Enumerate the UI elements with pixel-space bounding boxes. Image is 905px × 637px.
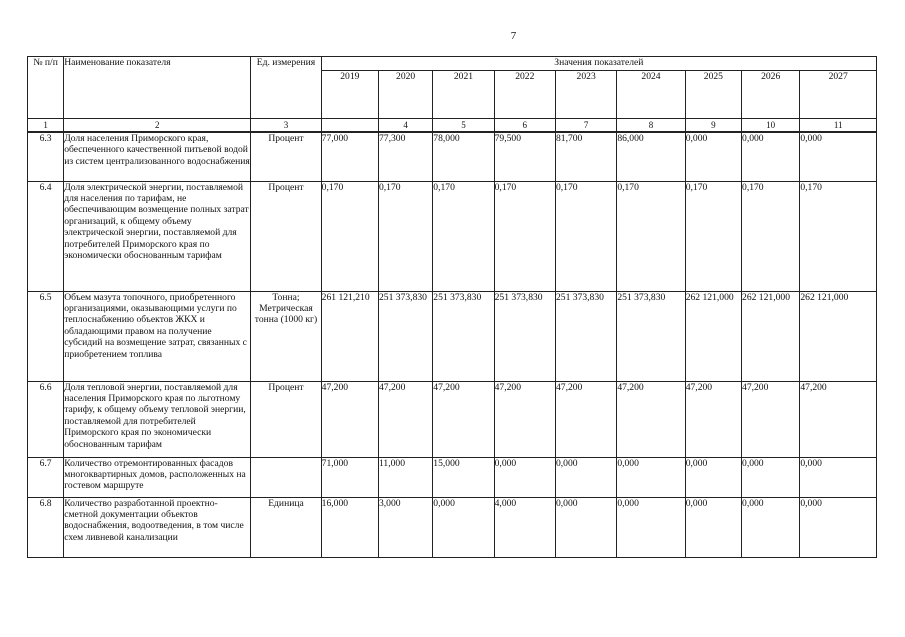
indicator-value: 0,000: [685, 132, 741, 181]
unit-of-measure: Процент: [251, 181, 321, 291]
indicator-value: 251 373,830: [555, 291, 616, 381]
column-number: 2: [64, 119, 251, 133]
header-year: 2027: [800, 71, 877, 119]
row-number: 6.5: [28, 291, 64, 381]
column-number-empty: [321, 119, 378, 133]
table-row: [28, 381, 877, 457]
header-year: 2026: [742, 71, 800, 119]
column-number: 6: [494, 119, 555, 133]
indicator-value: 79,500: [494, 132, 555, 181]
indicator-value: 0,000: [433, 497, 494, 557]
indicator-value: 81,700: [555, 132, 616, 181]
table-row: [28, 457, 877, 497]
row-number: 6.3: [28, 132, 64, 181]
column-number: 3: [251, 119, 321, 133]
indicator-value: 251 373,830: [378, 291, 432, 381]
indicator-value: 0,000: [494, 457, 555, 497]
indicator-value: 261 121,210: [321, 291, 378, 381]
indicator-value: 0,000: [800, 497, 877, 557]
header-year: 2024: [617, 71, 685, 119]
indicator-value: 0,170: [433, 181, 494, 291]
indicator-value: 0,000: [555, 457, 616, 497]
row-number: 6.4: [28, 181, 64, 291]
indicator-name: Доля электрической энергии, поставляемой для населения по тарифам, не обеспечивающим возмещение полных затрат организаций, к общему объему электрической энергии, поставляемой для потребителей Приморского края по экономически обоснованным тарифам: [64, 181, 251, 291]
unit-of-measure: Процент: [251, 132, 321, 181]
indicator-value: 251 373,830: [494, 291, 555, 381]
indicator-value: 47,200: [685, 381, 741, 457]
indicator-value: 0,000: [742, 457, 800, 497]
indicator-value: 47,200: [742, 381, 800, 457]
indicator-name: Доля населения Приморского края, обеспеченного качественной питьевой водой из систем централизованного водоснабжения: [64, 132, 251, 181]
indicator-value: 0,170: [800, 181, 877, 291]
indicator-value: 0,170: [742, 181, 800, 291]
indicator-value: 47,200: [433, 381, 494, 457]
indicator-value: 0,170: [321, 181, 378, 291]
column-number: 5: [433, 119, 494, 133]
header-name: Наименование показателя: [64, 57, 251, 119]
column-number: 7: [555, 119, 616, 133]
indicator-value: 0,000: [800, 457, 877, 497]
indicator-value: 0,000: [742, 132, 800, 181]
column-number: 10: [742, 119, 800, 133]
header-values-group: Значения показателей: [321, 57, 876, 71]
table-row: [28, 497, 877, 557]
indicator-value: 251 373,830: [433, 291, 494, 381]
unit-of-measure: Единица: [251, 497, 321, 557]
indicator-value: 0,000: [555, 497, 616, 557]
table-row: [28, 181, 877, 291]
row-number: 6.7: [28, 457, 64, 497]
indicator-name: Количество отремонтированных фасадов многоквартирных домов, расположенных на гостевом маршруте: [64, 457, 251, 497]
indicator-value: 0,000: [685, 497, 741, 557]
indicator-value: 251 373,830: [617, 291, 685, 381]
indicator-name: Количество разработанной проектно-сметной документации объектов водоснабжения, водоотведения, в том числе схем ливневой канализации: [64, 497, 251, 557]
unit-of-measure: Процент: [251, 381, 321, 457]
table-row: [28, 132, 877, 181]
indicator-value: 3,000: [378, 497, 432, 557]
indicator-value: 0,000: [685, 457, 741, 497]
column-number: 9: [685, 119, 741, 133]
indicator-value: 0,000: [617, 457, 685, 497]
indicator-value: 47,200: [378, 381, 432, 457]
indicator-value: 47,200: [800, 381, 877, 457]
unit-of-measure: [251, 457, 321, 497]
unit-of-measure: Тонна; Метрическая тонна (1000 кг): [251, 291, 321, 381]
column-number: 4: [378, 119, 432, 133]
indicator-value: 4,000: [494, 497, 555, 557]
column-number: 11: [800, 119, 877, 133]
header-no: № п/п: [28, 57, 64, 119]
indicator-value: 77,000: [321, 132, 378, 181]
indicator-value: 47,200: [494, 381, 555, 457]
indicator-value: 0,000: [742, 497, 800, 557]
indicator-value: 0,170: [617, 181, 685, 291]
indicator-value: 0,170: [494, 181, 555, 291]
indicator-value: 77,300: [378, 132, 432, 181]
header-year: 2023: [555, 71, 616, 119]
table-row: [28, 291, 877, 381]
indicator-value: 262 121,000: [800, 291, 877, 381]
indicator-value: 15,000: [433, 457, 494, 497]
indicator-value: 262 121,000: [685, 291, 741, 381]
indicator-value: 0,170: [378, 181, 432, 291]
table-body: [28, 132, 877, 557]
indicator-value: 47,200: [617, 381, 685, 457]
indicator-value: 0,170: [555, 181, 616, 291]
header-year: 2021: [433, 71, 494, 119]
indicator-value: 47,200: [321, 381, 378, 457]
indicator-name: Объем мазута топочного, приобретенного организациями, оказывающими услуги по теплоснабжению объектов ЖКХ и обладающими правом на получение субсидий на возмещение затрат, связанных с приобретением топлива: [64, 291, 251, 381]
indicator-value: 11,000: [378, 457, 432, 497]
header-unit: Ед. измерения: [251, 57, 321, 119]
indicator-value: 78,000: [433, 132, 494, 181]
indicator-value: 47,200: [555, 381, 616, 457]
header-year: 2020: [378, 71, 432, 119]
page-number: 7: [510, 30, 517, 42]
indicator-value: 0,000: [800, 132, 877, 181]
indicator-value: 71,000: [321, 457, 378, 497]
header-year: 2025: [685, 71, 741, 119]
indicator-value: 0,000: [617, 497, 685, 557]
indicator-value: 262 121,000: [742, 291, 800, 381]
indicator-value: 86,000: [617, 132, 685, 181]
column-number: 1: [28, 119, 64, 133]
header-year: 2019: [321, 71, 378, 119]
row-number: 6.6: [28, 381, 64, 457]
column-number: 8: [617, 119, 685, 133]
header-year: 2022: [494, 71, 555, 119]
indicators-table: [27, 56, 877, 558]
indicator-name: Доля тепловой энергии, поставляемой для населения Приморского края по льготному тарифу, к общему объему тепловой энергии, поставляемой для потребителей Приморского края по экономически обоснованным тарифам: [64, 381, 251, 457]
indicator-value: 16,000: [321, 497, 378, 557]
row-number: 6.8: [28, 497, 64, 557]
indicator-value: 0,170: [685, 181, 741, 291]
